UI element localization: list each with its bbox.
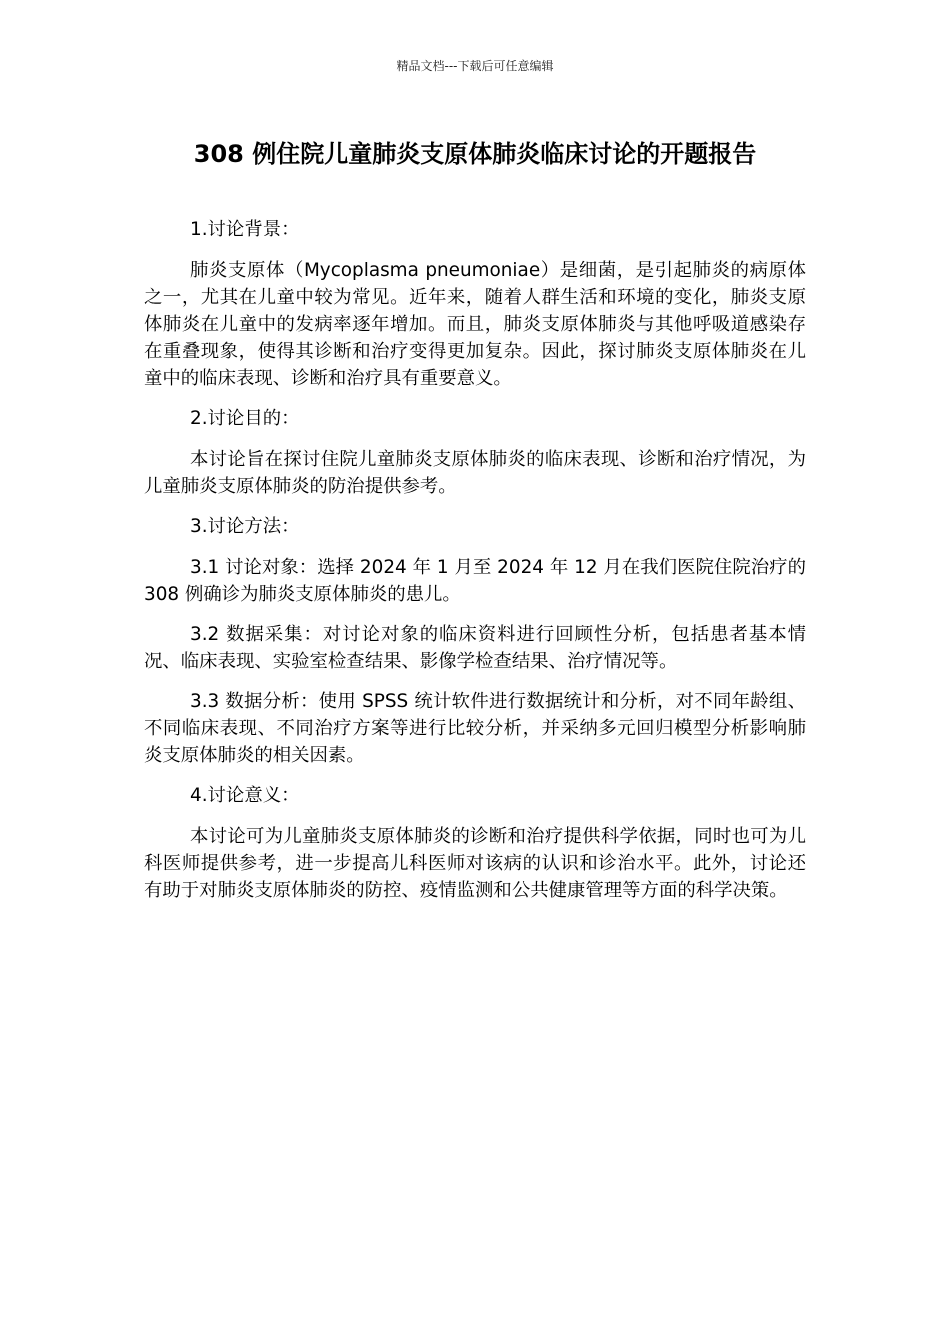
paragraph-background: 肺炎支原体（Mycoplasma pneumoniae）是细菌，是引起肺炎的病原体之一，尤其在儿童中较为常见。近年来，随着人群生活和环境的变化，肺炎支原体肺炎在儿童中的发病率逐年增加。而且，肺炎支原体肺炎与其他呼吸道感染存在重叠现象，使得其诊断和治疗变得更加复杂。因此，探讨肺炎支原体肺炎在儿童中的临床表现、诊断和治疗具有重要意义。 xyxy=(144,260,806,389)
section-heading-purpose: 2.讨论目的： xyxy=(190,408,300,429)
paragraph-significance: 本讨论可为儿童肺炎支原体肺炎的诊断和治疗提供科学依据，同时也可为儿科医师提供参考，进一步提高儿科医师对该病的认识和诊治水平。此外，讨论还有助于对肺炎支原体肺炎的防控、疫情监测和公共健康管理等方面的科学决策。 xyxy=(144,826,806,901)
document-body xyxy=(144,216,806,917)
section-heading-methods: 3.讨论方法： xyxy=(190,516,300,537)
section-heading-significance: 4.讨论意义： xyxy=(190,785,300,806)
paragraph-data-analysis: 3.3 数据分析：使用 SPSS 统计软件进行数据统计和分析，对不同年龄组、不同临床表现、不同治疗方案等进行比较分析，并采纳多元回归模型分析影响肺炎支原体肺炎的相关因素。 xyxy=(144,691,806,766)
page-header: 精品文档---下载后可任意编辑 xyxy=(396,59,554,73)
section-heading-background: 1.讨论背景： xyxy=(190,219,300,240)
document-title: 308 例住院儿童肺炎支原体肺炎临床讨论的开题报告 xyxy=(193,140,757,168)
paragraph-subjects: 3.1 讨论对象：选择 2024 年 1 月至 2024 年 12 月在我们医院住院治疗的 308 例确诊为肺炎支原体肺炎的患儿。 xyxy=(144,557,806,605)
paragraph-purpose: 本讨论旨在探讨住院儿童肺炎支原体肺炎的临床表现、诊断和治疗情况，为儿童肺炎支原体肺炎的防治提供参考。 xyxy=(144,449,806,497)
paragraph-data-collection: 3.2 数据采集：对讨论对象的临床资料进行回顾性分析，包括患者基本情况、临床表现、实验室检查结果、影像学检查结果、治疗情况等。 xyxy=(144,624,806,672)
